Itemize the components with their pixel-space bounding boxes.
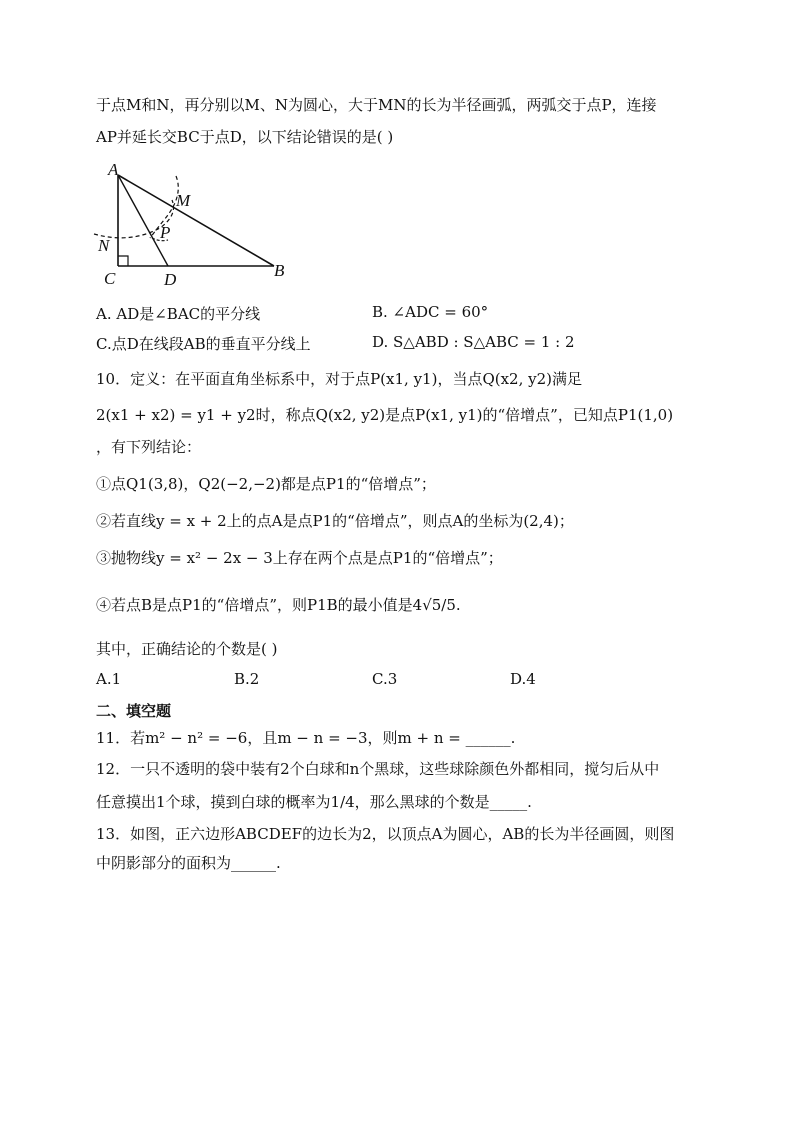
q9-option-b: B. ∠ADC = 60° [372, 303, 489, 321]
label-c: C [104, 269, 116, 288]
q9-line2 [96, 127, 393, 147]
q9-line1-text: 于点M和N，再分别以M、N为圆心，大于MN的长为半径画弧，两弧交于点P，连接 [96, 96, 657, 114]
q10-option-b: B.2 [234, 670, 260, 688]
q10-line1: 10．定义：在平面直角坐标系中，对于点P(x1, y1)，当点Q(x2, y2)满足 [96, 370, 583, 388]
q9-option-c: C.点D在线段AB的垂直平分线上 [96, 335, 311, 353]
q9-option-a: A. AD是∠BAC的平分线 [96, 305, 261, 323]
q10-line3: ，有下列结论： [96, 438, 202, 456]
q10-item3: ③抛物线y = x² − 2x − 3上存在两个点是点P1的“倍增点”； [96, 549, 503, 567]
q12-line1: 12．一只不透明的袋中装有2个白球和n个黑球，这些球除颜色外都相同，搅匀后从中 [96, 760, 660, 778]
label-p: P [160, 223, 171, 242]
q9-line1 [96, 95, 657, 115]
label-b: B [274, 261, 285, 280]
section-heading: 二、填空题 [96, 702, 172, 720]
q13-line2: 中阴影部分的面积为______. [96, 854, 281, 872]
bisector-ad [118, 175, 171, 266]
label-a: A [108, 160, 119, 179]
side-ab [118, 175, 274, 266]
label-n: N [98, 236, 110, 255]
label-d: D [164, 270, 177, 289]
q11: 11．若m² − n² = −6，且m − n = −3，则m + n = ______. [96, 729, 516, 747]
q10-option-c: C.3 [372, 670, 398, 688]
q10-option-a: A.1 [96, 670, 122, 688]
label-m: M [176, 191, 191, 210]
q10-item2: ②若直线y = x + 2上的点A是点P1的“倍增点”，则点A的坐标为(2,4)； [96, 512, 574, 530]
right-angle-mark [118, 256, 128, 266]
q10-question: 其中，正确结论的个数是( ) [96, 640, 278, 658]
q9-option-d: D. S△ABD : S△ABC = 1 : 2 [372, 333, 575, 351]
q10-item1: ①点Q1(3,8)，Q2(−2,−2)都是点P1的“倍增点”； [96, 475, 436, 493]
q10-item4: ④若点B是点P1的“倍增点”，则P1B的最小值是4√5/5. [96, 596, 461, 614]
q9-line2-text: AP并延长交BC于点D，以下结论错误的是( ) [96, 128, 394, 146]
q13-line1: 13．如图，正六边形ABCDEF的边长为2，以顶点A为圆心，AB的长为半径画圆，则图 [96, 825, 675, 843]
triangle-figure [90, 158, 300, 293]
q10-option-d: D.4 [510, 670, 536, 688]
q10-line2: 2(x1 + x2) = y1 + y2时，称点Q(x2, y2)是点P(x1, y1)的“倍增点”，已知点P1(1,0) [96, 406, 674, 424]
q12-line2: 任意摸出1个球，摸到白球的概率为1/4，那么黑球的个数是_____. [96, 793, 532, 811]
